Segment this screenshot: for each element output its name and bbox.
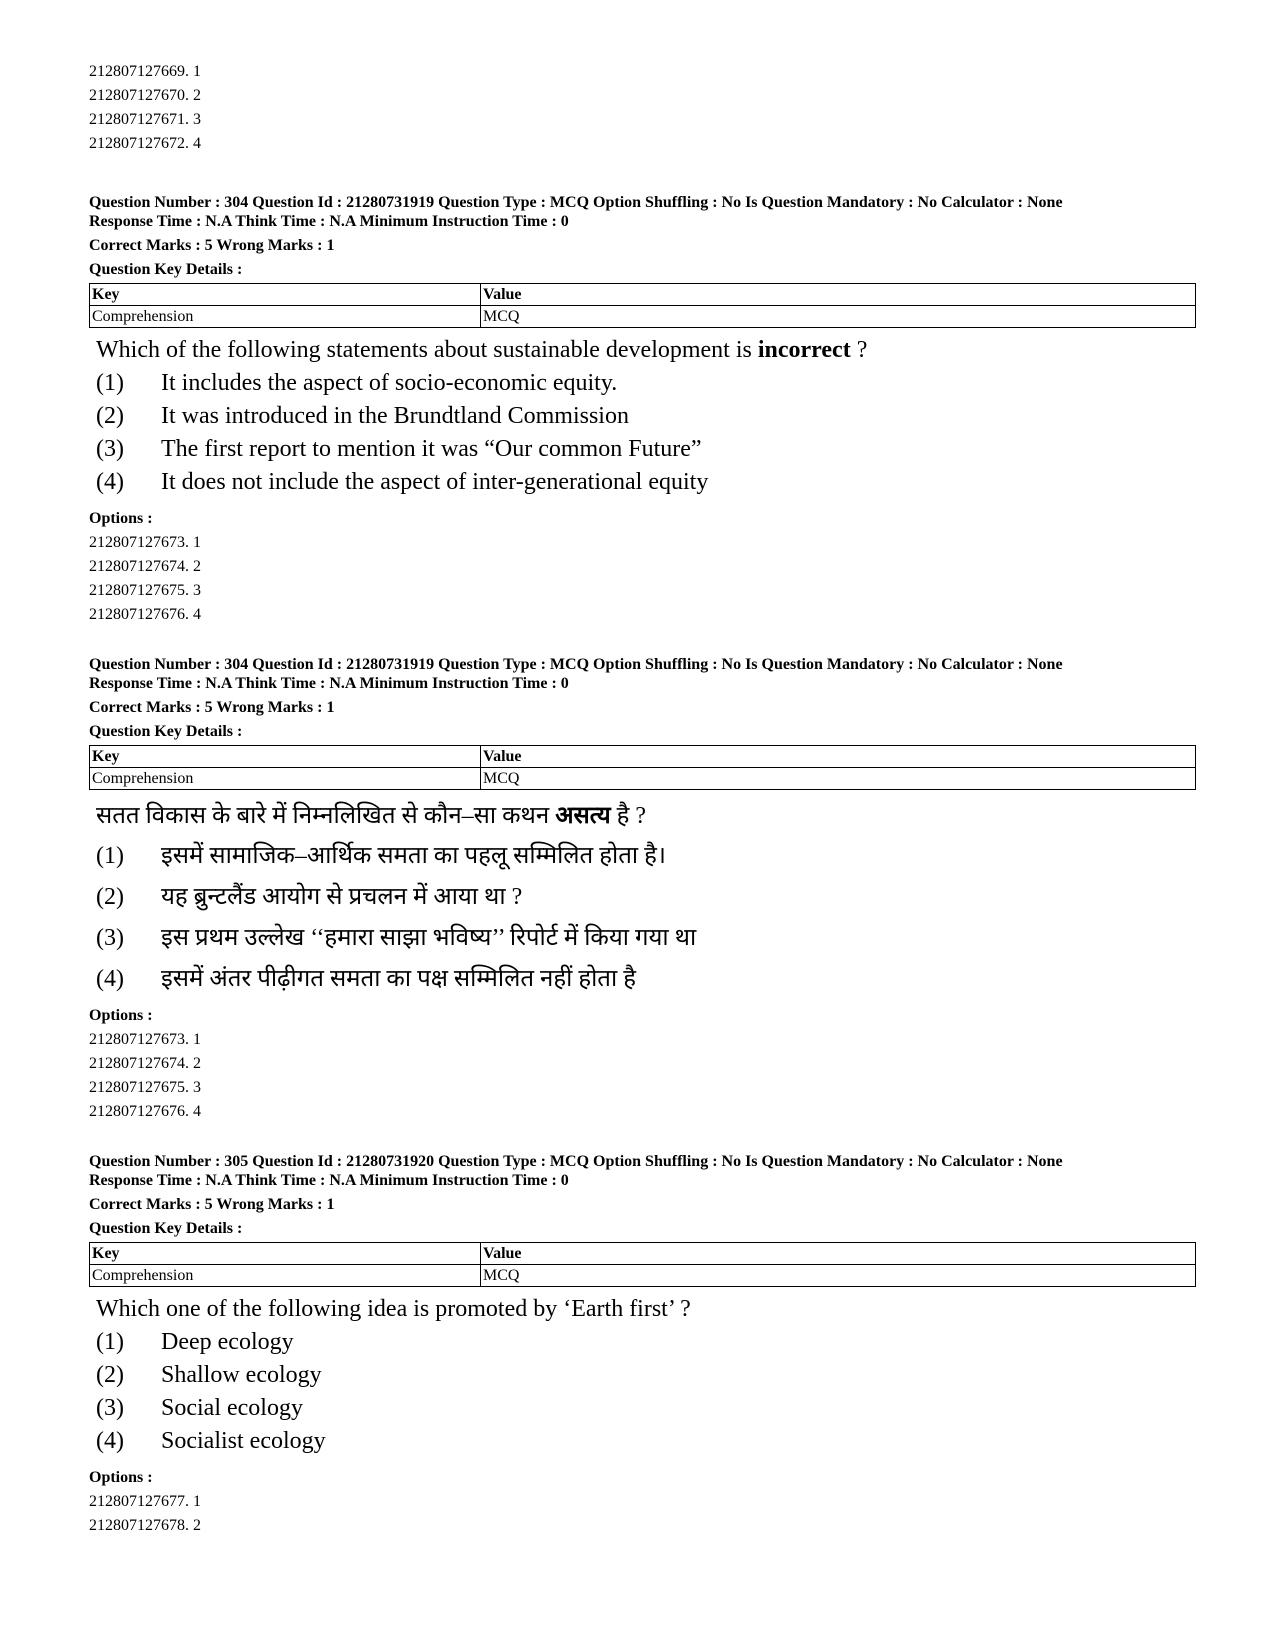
- choice-number: (3): [96, 925, 124, 951]
- question-header: Question Number : 304 Question Id : 21280731919 Question Type : MCQ Option Shuffling : No Is Question Mandatory : No Calculator : None: [89, 656, 1063, 673]
- options-label: Options :: [89, 1007, 153, 1024]
- choice-text: It includes the aspect of socio-economic equity.: [161, 370, 618, 396]
- table-header-value: Value: [481, 746, 1196, 768]
- table-header-value: Value: [481, 284, 1196, 306]
- question-text-pre: Which one of the following idea is promoted by ‘Earth first’ ?: [96, 1296, 691, 1322]
- table-cell-value: MCQ: [481, 306, 1196, 328]
- option-id-line: 212807127674. 2: [89, 1055, 201, 1072]
- choice-text: इस प्रथम उल्लेख ‘‘हमारा साझा भविष्य’’ रिपोर्ट में किया गया था: [161, 925, 697, 951]
- option-id-line: 212807127676. 4: [89, 1103, 201, 1120]
- question-timing: Response Time : N.A Think Time : N.A Minimum Instruction Time : 0: [89, 675, 569, 692]
- question-body: [96, 1293, 1189, 1458]
- choice-number: (2): [96, 1362, 124, 1388]
- question-header: Question Number : 304 Question Id : 21280731919 Question Type : MCQ Option Shuffling : No Is Question Mandatory : No Calculator : None: [89, 194, 1063, 211]
- question-text: [96, 1293, 1189, 1326]
- table-header-key: Key: [90, 1243, 481, 1265]
- question-text-post: है ?: [610, 803, 647, 829]
- question-timing: Response Time : N.A Think Time : N.A Minimum Instruction Time : 0: [89, 1172, 569, 1189]
- key-details-table: [89, 283, 1196, 328]
- answer-choice: [96, 1359, 1189, 1392]
- choice-text: It was introduced in the Brundtland Commission: [161, 403, 629, 429]
- choice-text: यह ब्रुन्टलैंड आयोग से प्रचलन में आया था ?: [161, 884, 523, 910]
- option-id-line: 212807127677. 1: [89, 1493, 201, 1510]
- choice-number: (1): [96, 1329, 124, 1355]
- key-details-label: Question Key Details :: [89, 1220, 243, 1237]
- options-label: Options :: [89, 1469, 153, 1486]
- key-details-label: Question Key Details :: [89, 261, 243, 278]
- choice-text: The first report to mention it was “Our common Future”: [161, 436, 702, 462]
- answer-choice: [96, 466, 1189, 499]
- choice-text: It does not include the aspect of inter-generational equity: [161, 469, 709, 495]
- choice-text: Socialist ecology: [161, 1428, 326, 1454]
- table-cell-value: MCQ: [481, 1265, 1196, 1287]
- answer-choice: [96, 1425, 1189, 1458]
- choice-number: (1): [96, 370, 124, 396]
- question-marks: Correct Marks : 5 Wrong Marks : 1: [89, 1196, 335, 1213]
- question-text: [96, 796, 1189, 836]
- options-label: Options :: [89, 510, 153, 527]
- answer-choice: [96, 959, 1189, 1000]
- answer-choice: [96, 433, 1189, 466]
- key-details-table: [89, 745, 1196, 790]
- question-text-emphasis: incorrect: [757, 337, 851, 363]
- choice-text: इसमें सामाजिक–आर्थिक समता का पहलू सम्मिलित होता है।: [161, 843, 666, 869]
- key-details-label: Question Key Details :: [89, 723, 243, 740]
- option-id-line: 212807127673. 1: [89, 534, 201, 551]
- choice-number: (3): [96, 1395, 124, 1421]
- document-page: [89, 60, 1189, 1538]
- option-id-line: 212807127678. 2: [89, 1517, 201, 1534]
- option-id-line: 212807127671. 3: [89, 111, 201, 128]
- answer-choice: [96, 1326, 1189, 1359]
- question-text: [96, 334, 1189, 367]
- table-cell-value: MCQ: [481, 768, 1196, 790]
- question-section-2: [89, 655, 1189, 1124]
- option-id-line: 212807127672. 4: [89, 135, 201, 152]
- answer-choice: [96, 400, 1189, 433]
- question-section-3: [89, 1152, 1189, 1538]
- table-header-key: Key: [90, 746, 481, 768]
- choice-text: इसमें अंतर पीढ़ीगत समता का पक्ष सम्मिलित नहीं होता है: [161, 966, 636, 992]
- answer-choice: [96, 918, 1189, 959]
- choice-number: (4): [96, 966, 124, 992]
- choice-number: (2): [96, 403, 124, 429]
- choice-number: (4): [96, 1428, 124, 1454]
- table-header-value: Value: [481, 1243, 1196, 1265]
- choice-number: (1): [96, 843, 124, 869]
- answer-choice: [96, 836, 1189, 877]
- table-cell-key: Comprehension: [90, 1265, 481, 1287]
- question-body: [96, 334, 1189, 499]
- option-id-line: 212807127670. 2: [89, 87, 201, 104]
- question-marks: Correct Marks : 5 Wrong Marks : 1: [89, 699, 335, 716]
- choice-text: Shallow ecology: [161, 1362, 322, 1388]
- table-cell-key: Comprehension: [90, 768, 481, 790]
- question-section-1: [89, 193, 1189, 627]
- table-header-key: Key: [90, 284, 481, 306]
- question-header: Question Number : 305 Question Id : 21280731920 Question Type : MCQ Option Shuffling : No Is Question Mandatory : No Calculator : None: [89, 1153, 1063, 1170]
- option-id-line: 212807127674. 2: [89, 558, 201, 575]
- choice-text: Social ecology: [161, 1395, 303, 1421]
- question-text-emphasis: असत्य: [555, 803, 611, 829]
- question-body: [96, 796, 1189, 1000]
- choice-number: (4): [96, 469, 124, 495]
- table-cell-key: Comprehension: [90, 306, 481, 328]
- question-text-pre: Which of the following statements about sustainable development is: [96, 337, 758, 363]
- key-details-table: [89, 1242, 1196, 1287]
- question-text-post: ?: [850, 337, 868, 363]
- question-text-pre: सतत विकास के बारे में निम्नलिखित से कौन–सा कथन: [96, 803, 556, 829]
- option-id-line: 212807127675. 3: [89, 582, 201, 599]
- choice-text: Deep ecology: [161, 1329, 294, 1355]
- top-options-list: [89, 60, 1189, 156]
- option-id-line: 212807127675. 3: [89, 1079, 201, 1096]
- choice-number: (3): [96, 436, 124, 462]
- answer-choice: [96, 877, 1189, 918]
- option-id-line: 212807127673. 1: [89, 1031, 201, 1048]
- question-timing: Response Time : N.A Think Time : N.A Minimum Instruction Time : 0: [89, 213, 569, 230]
- option-id-line: 212807127676. 4: [89, 606, 201, 623]
- question-marks: Correct Marks : 5 Wrong Marks : 1: [89, 237, 335, 254]
- choice-number: (2): [96, 884, 124, 910]
- answer-choice: [96, 1392, 1189, 1425]
- answer-choice: [96, 367, 1189, 400]
- option-id-line: 212807127669. 1: [89, 63, 201, 80]
